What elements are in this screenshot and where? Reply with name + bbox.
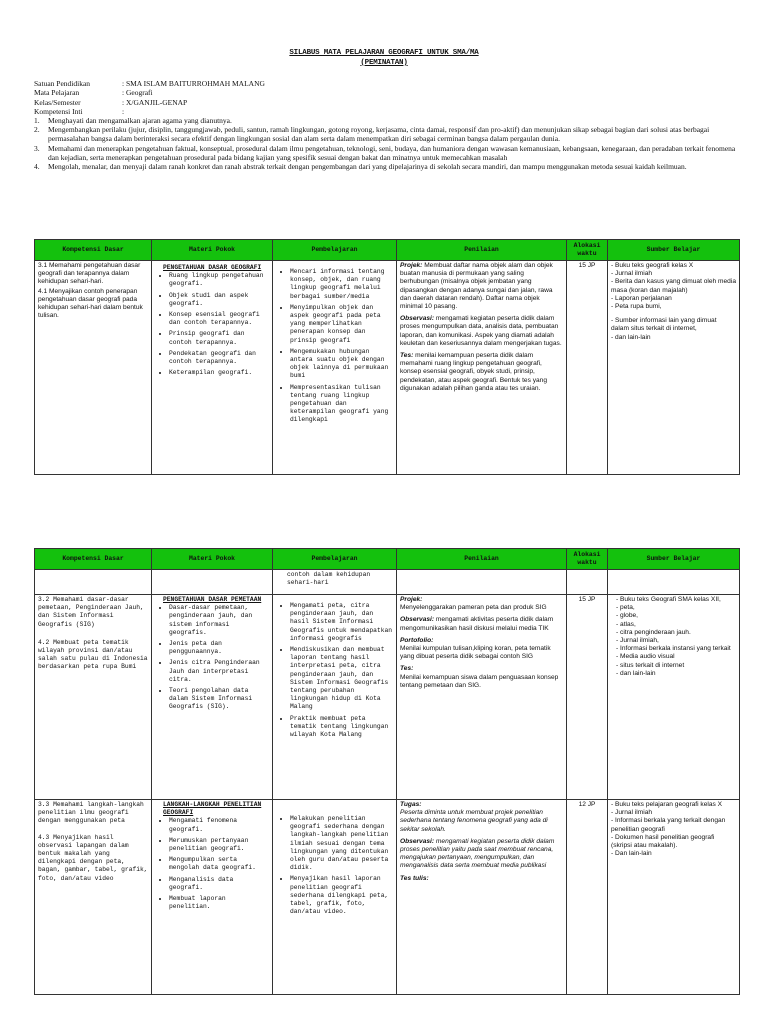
materi-title: PENGETAHUAN DASAR PEMETAAN <box>163 596 262 603</box>
penilaian-text: Membuat daftar nama objek alam dan objek buatan manusia di permukaan yang saling berhubungan (misalnya objek jembatan yang dipasangkan dengan adanya sungai dan jalan, rawa dan daerah dataran rendah). Daftar nama objek minimal 10 pasang. <box>400 262 553 311</box>
meta-key: Mata Pelajaran <box>34 88 80 98</box>
header-kompetensi-dasar: Kompetensi Dasar <box>35 240 152 261</box>
list-item: • Konsep esensial geografi dan contoh terapannya. <box>169 311 269 327</box>
header-sumber-belajar: Sumber Belajar <box>608 549 740 570</box>
meta-row <box>34 107 265 116</box>
penilaian-item <box>400 875 563 883</box>
list-item: • Menganalisis data geografi. <box>169 876 269 892</box>
kd-item: 3.3 Memahami langkah-langkah penelitian ilmu geografi dengan menggunakan peta <box>38 801 144 825</box>
identity-block <box>34 79 265 116</box>
penilaian-text: Menilai kemampuan siswa dalam penguasaan konsep tentang pemetaan dan SIG. <box>400 673 559 689</box>
empty-cell <box>35 570 152 595</box>
list-item: • Mengumpulkan serta mengolah data geografi. <box>169 856 269 872</box>
header-penilaian: Penilaian <box>397 240 567 261</box>
alokasi-cell: 15 JP <box>567 261 608 475</box>
kd-cell <box>35 595 152 800</box>
materi-title: LANGKAH-LANGKAH PENELITIAN GEOGRAFI <box>163 801 262 817</box>
sumber-item: - Media audio visual <box>616 653 675 661</box>
kompetensi-inti-list <box>34 116 739 171</box>
table-row-continued <box>35 570 740 595</box>
sumber-item: - atlas, <box>616 620 636 628</box>
meta-key: Kelas/Semester <box>34 97 81 107</box>
empty-cell <box>567 570 608 595</box>
penilaian-cell <box>397 800 567 995</box>
list-item: • Mendiskusikan dan membuat laporan tentang hasil interpretasi peta, citra penginderaan jauh, dan Sistem Informasi Geografis tentang perubahan lingkungan hidup di Kota Malang <box>290 646 393 712</box>
sumber-item: - peta, <box>616 604 635 612</box>
list-item: • Mempresentasikan tulisan tentang ruang lingkup pengetahuan dan keterampilan geografi yang dilengkapi <box>290 384 393 425</box>
sumber-item: - citra penginderaan jauh. <box>616 628 691 636</box>
title-line-1: SILABUS MATA PELAJARAN GEOGRAFI UNTUK SMA/MA <box>289 49 479 57</box>
header-alokasi-waktu: Alokasi waktu <box>567 549 608 570</box>
penilaian-text: mengamati kegiatan peserta didik dalam proses penelitian yaitu pada saat membuat rencana, mengajukan pertanyaan, mengumpulkan, dan menganalisis data serta membuat media publikasi <box>400 837 555 870</box>
pembelajaran-cell <box>273 261 397 475</box>
kd-item: 3.2 Memahami dasar-dasar pemetaan, Penginderaan Jauh, dan Sistem Informasi Geografis (SIG) <box>38 596 144 628</box>
penilaian-label: Observasi: <box>400 837 435 845</box>
materi-cell <box>152 800 273 995</box>
header-materi-pokok: Materi Pokok <box>152 240 273 261</box>
kd-item: 3.1 Memahami pengetahuan dasar geografi dan terapannya dalam kehidupan sehari-hari. <box>38 262 141 286</box>
ki-number: 3. <box>34 143 40 153</box>
header-materi-pokok: Materi Pokok <box>152 549 273 570</box>
sumber-cell <box>608 595 740 800</box>
penilaian-label: Observasi: <box>400 315 435 323</box>
empty-cell <box>152 570 273 595</box>
header-sumber-belajar: Sumber Belajar <box>608 240 740 261</box>
syllabus-table-1 <box>34 239 740 475</box>
meta-row <box>34 79 265 88</box>
list-item: • Membuat laporan penelitian. <box>169 895 269 911</box>
sumber-item: - Sumber informasi lain yang dimuat dalam situs terkait di internet, <box>611 317 717 333</box>
penilaian-item <box>400 596 563 612</box>
penilaian-item <box>400 262 563 311</box>
pembelajaran-cell <box>273 595 397 800</box>
penilaian-label: Tes: <box>400 352 414 360</box>
meta-row <box>34 98 265 107</box>
penilaian-label: Portofolio: <box>400 636 434 644</box>
list-item: • Teori pengolahan data dalam Sistem Informasi Geografis (SIG). <box>169 687 269 712</box>
table-row <box>35 595 740 800</box>
ki-text: Mengembangkan perilaku (jujur, disiplin, tanggungjawab, peduli, santun, ramah lingkungan, gotong royong, kerjasama, cinta damai, responsif dan pro-aktif) dan menunjukan sikap sebagai bagian dari solusi atas berbagai permasalahan bangsa dalam berinteraksi secara efektif dengan lingkungan sosial dan alam serta dalam menempatkan diri sebagai cerminan bangsa dalam pergaulan dunia. <box>48 125 710 144</box>
alokasi-cell: 12 JP <box>567 800 608 995</box>
ki-item <box>34 125 739 143</box>
sumber-item: - Laporan perjalanan <box>611 294 672 302</box>
ki-number: 1. <box>34 116 40 125</box>
kd-item: 4.1 Menyajikan contoh penerapan pengetahuan dasar geografi pada kehidupan sehari-hari dalam bentuk tulisan. <box>38 287 143 320</box>
list-item: • Keterampilan geografi. <box>169 369 269 377</box>
table-header-row <box>35 240 740 261</box>
sumber-item: - Dokumen hasil penelitian geografi (skripsi atau makalah). <box>611 833 715 850</box>
penilaian-text: menilai kemampuan peserta didik dalam memahami ruang lingkup pengetahuan geografi, konsep esensial geografi, obyek studi, prinsip, pendekatan, atau aspek geografi. Bentuk tes yang digunakan adalah pilihan ganda atau tes uraian. <box>400 352 548 392</box>
kd-cell <box>35 261 152 475</box>
sumber-item: - situs terkait di internet <box>616 661 685 669</box>
penilaian-label: Tes: <box>400 665 414 673</box>
list-item: • Mengemukakan hubungan antara suatu objek dengan objek lainnya di permukaan bumi <box>290 348 393 381</box>
sumber-item: - Jurnal ilmiah <box>611 809 653 817</box>
ki-text: Menghayati dan mengamalkan ajaran agama yang dianutnya. <box>48 116 232 125</box>
sumber-cell <box>608 261 740 475</box>
pembelajaran-list <box>276 602 393 739</box>
meta-row <box>34 88 265 97</box>
sumber-item: - Dan lain-lain <box>611 850 652 858</box>
penilaian-item <box>400 616 563 632</box>
penilaian-item <box>400 315 563 348</box>
sumber-item: - Berita dan kasus yang dimuat oleh media masa (koran dan majalah) <box>611 278 736 294</box>
header-alokasi-waktu: Alokasi waktu <box>567 240 608 261</box>
penilaian-text: Peserta diminta untuk membuat projek penelitian sederhana tentang fenomena geografi yang ada di sekitar sekolah. <box>400 809 548 833</box>
table-row <box>35 800 740 995</box>
penilaian-text: Menyelenggarakan pameran peta dan produk SIG <box>400 604 547 612</box>
penilaian-item <box>400 801 563 834</box>
ki-number: 4. <box>34 162 40 172</box>
ki-item <box>34 162 739 171</box>
materi-list <box>155 272 269 377</box>
penilaian-item <box>400 637 563 662</box>
continued-text: contoh dalam kehidupan sehari-hari <box>273 570 397 595</box>
sumber-item: - dan lain-lain <box>616 669 656 677</box>
penilaian-label: Tes tulis: <box>400 874 429 882</box>
meta-value: : X/GANJIL-GENAP <box>122 97 188 107</box>
sumber-item: - Jurnal ilmiah <box>611 270 653 278</box>
penilaian-cell <box>397 261 567 475</box>
list-item: • Pendekatan geografi dan contoh terapannya. <box>169 350 269 366</box>
list-item: • Jenis citra Penginderaan Jauh dan interpretasi citra. <box>169 659 269 684</box>
header-pembelajaran: Pembelajaran <box>273 240 397 261</box>
meta-value: : <box>122 106 125 116</box>
sumber-item: - dan lain-lain <box>611 333 651 341</box>
sumber-item: - Buku teks geografi kelas X <box>611 262 694 269</box>
list-item: • Mencari informasi tentang konsep, objek, dan ruang lingkup geografi melalui berbagai sumber/media <box>290 268 393 301</box>
penilaian-item <box>400 838 563 871</box>
list-item: • Menyajikan hasil laporan penelitian geografi sederhana dilengkapi peta, tabel, grafik, foto, dan/atau video. <box>290 875 393 916</box>
table-header-row <box>35 549 740 570</box>
pembelajaran-list <box>276 268 393 425</box>
title-line-2: (PEMINATAN) <box>360 59 408 67</box>
header-kompetensi-dasar: Kompetensi Dasar <box>35 549 152 570</box>
ki-item <box>34 144 739 162</box>
materi-cell <box>152 261 273 475</box>
list-item: • Mengamati fenomena geografi. <box>169 817 269 833</box>
penilaian-text: mengamati aktivitas peserta didik dalam mengomunikasikan hasil diskusi melalui media TIK <box>400 616 554 632</box>
ki-number: 2. <box>34 125 40 135</box>
list-item: • Jenis peta dan penggunaannya. <box>169 640 269 656</box>
list-item: • Ruang lingkup pengetahuan geografi. <box>169 272 269 288</box>
penilaian-label: Tugas: <box>400 801 422 808</box>
header-penilaian: Penilaian <box>397 549 567 570</box>
materi-list <box>155 817 269 911</box>
syllabus-table-2 <box>34 548 740 995</box>
list-item: • Praktik membuat peta tematik tentang lingkungan wilayah Kota Malang <box>290 715 393 740</box>
ki-text: Memahami dan menerapkan pengetahuan faktual, konseptual, prosedural dalam ilmu pengetahuan, teknologi, seni, budaya, dan humaniora dengan wawasan kemanusiaan, kebangsaan, kenegaraan, dan peradaban terkait fenomena dan kejadian, serta menerapkan pengetahuan prosedural pada bidang kajian yang spesifik sesuai dengan bakat dan minatnya untuk memecahkan masalah <box>48 143 736 162</box>
table-row <box>35 261 740 475</box>
penilaian-label: Projek: <box>400 596 423 603</box>
alokasi-cell: 15 JP <box>567 595 608 800</box>
materi-cell <box>152 595 273 800</box>
meta-value: : SMA ISLAM BAITURROHMAH MALANG <box>122 79 265 88</box>
sumber-item: - Buku teks Geografi SMA kelas XII, <box>616 596 721 603</box>
penilaian-text: Menilai kumpulan tulisan,kliping koran, peta tematik yang dibuat peserta didik sebagai contoh SIG <box>400 645 551 661</box>
meta-value: : Geografi <box>122 88 153 98</box>
empty-cell <box>608 570 740 595</box>
materi-title: PENGETAHUAN DASAR GEOGRAFI <box>163 264 262 271</box>
sumber-cell <box>608 800 740 995</box>
sumber-item: - Buku teks pelajaran geografi kelas X <box>611 801 723 808</box>
document-title <box>0 48 768 68</box>
penilaian-cell <box>397 595 567 800</box>
list-item: • Mengamati peta, citra penginderaan jauh, dan hasil Sistem Informasi Geografis untuk mendapatkan informasi geografis <box>290 602 393 643</box>
meta-key: Satuan Pendidikan <box>34 79 91 88</box>
list-item: • Menyimpulkan objek dan aspek geografi pada peta yang memperlihatkan penerapan konsep dan prinsip geografi <box>290 304 393 345</box>
penilaian-label: Observasi: <box>400 616 435 624</box>
list-item: • Objek studi dan aspek geografi. <box>169 292 269 308</box>
list-item: • Merumuskan pertanyaan penelitian geografi. <box>169 837 269 853</box>
ki-text: Mengolah, menalar, dan menyaji dalam ranah konkret dan ranah abstrak terkait dengan pengembangan dari yang dipelajarinya di sekolah secara mandiri, dan mampu menggunakan metoda sesuai kaidah keilmuan. <box>48 162 687 172</box>
header-pembelajaran: Pembelajaran <box>273 549 397 570</box>
pembelajaran-cell <box>273 800 397 995</box>
sumber-item: - Informasi berkala instansi yang terkait <box>616 645 731 653</box>
penilaian-label: Projek: <box>400 262 423 269</box>
sumber-item: - globe, <box>616 612 638 620</box>
sumber-item: - Jurnal ilmiah, <box>616 637 659 645</box>
kd-item: 4.2 Membuat peta tematik wilayah provinsi dan/atau salah satu pulau di Indonesia berdasarkan peta rupa Bumi <box>38 638 148 671</box>
sumber-item: - Peta rupa bumi, <box>611 303 662 311</box>
meta-key: Kompetensi Inti <box>34 106 83 116</box>
list-item: • Dasar-dasar pemetaan, penginderaan jauh, dan sistem informasi geografis. <box>169 604 269 637</box>
kd-cell <box>35 800 152 995</box>
ki-item <box>34 116 739 125</box>
penilaian-text: mengamati kegiatan peserta didik dalam proses mengumpulkan data, analisis data, pembuatan laporan, dan komunikasi. Aspek yang diamati adalah keuletan dan keseriusannya dalam mengerjakan tugas. <box>400 315 562 347</box>
list-item: • Melakukan penelitian geografi sederhana dengan langkah-langkah penelitian ilmiah sesuai dengan tema lingkungan yang ditentukan oleh guru dan/atau peserta didik. <box>290 815 393 872</box>
penilaian-item <box>400 665 563 690</box>
kd-item: 4.3 Menyajikan hasil observasi lapangan dalam bentuk makalah yang dilengkapi dengan peta, bagan, gambar, tabel, grafik, foto, dan/atau video <box>38 833 148 882</box>
sumber-item: - Informasi berkala yang terkait dengan penelitian geografi <box>611 817 726 833</box>
list-item: • Prinsip geografi dan contoh terapannya. <box>169 330 269 346</box>
materi-list <box>155 604 269 711</box>
empty-cell <box>397 570 567 595</box>
pembelajaran-list <box>276 815 393 916</box>
penilaian-item <box>400 352 563 393</box>
